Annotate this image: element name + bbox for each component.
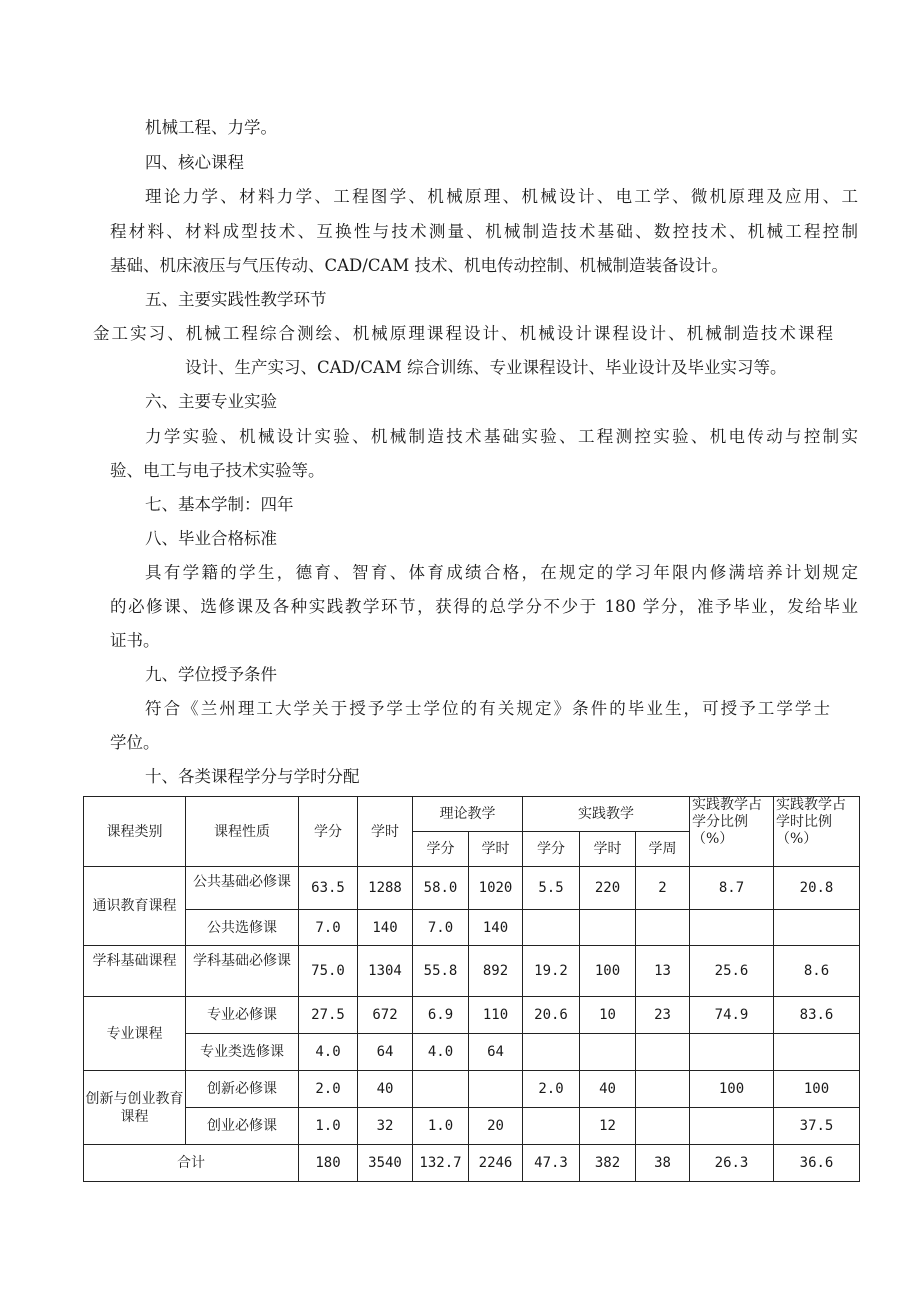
practice-line-1: 金工实习、机械工程综合测绘、机械原理课程设计、机械设计课程设计、机械制造技术课程 [93, 324, 833, 343]
cell-pct-credit: 8.7 [690, 867, 774, 910]
cell-pct-credit [690, 1108, 774, 1145]
cell-credits: 27.5 [299, 997, 358, 1034]
cell-theory-credits: 1.0 [413, 1108, 469, 1145]
table-row [84, 1071, 860, 1108]
section-heading-6: 六、主要专业实验 [145, 392, 277, 411]
cell-theory-hours: 892 [469, 946, 523, 997]
header-theory: 理论教学 [413, 797, 523, 832]
cell-credits: 7.0 [299, 910, 358, 946]
cell-pct-credit [690, 1034, 774, 1071]
group-major-courses: 专业课程 [84, 997, 186, 1071]
header-practice-hours: 学时 [580, 832, 636, 867]
graduation-line-1: 具有学籍的学生，德育、智育、体育成绩合格，在规定的学习年限内修满培养计划规定 [145, 563, 858, 582]
cell-nature: 公共基础必修课 [186, 867, 299, 910]
practice-line-2: 设计、生产实习、CAD/CAM 综合训练、专业课程设计、毕业设计及毕业实习等。 [185, 358, 787, 377]
total-pct-credit: 26.3 [690, 1145, 774, 1182]
group-general-education: 通识教育课程 [84, 867, 186, 946]
table-row [84, 997, 860, 1034]
header-credits: 学分 [299, 797, 358, 867]
cell-theory-credits: 6.9 [413, 997, 469, 1034]
text-line: 机械工程、力学。 [145, 118, 277, 137]
cell-pct-hours: 37.5 [774, 1108, 860, 1145]
cell-practice-credits: 19.2 [523, 946, 580, 997]
section-heading-4: 四、核心课程 [145, 153, 244, 172]
cell-pct-credit [690, 910, 774, 946]
header-theory-hours: 学时 [469, 832, 523, 867]
total-practice-weeks: 38 [636, 1145, 690, 1182]
table-row [84, 910, 860, 946]
cell-credits: 2.0 [299, 1071, 358, 1108]
core-courses-line-2: 程材料、材料成型技术、互换性与技术测量、机械制造技术基础、数控技术、机械工程控制 [110, 222, 858, 241]
core-courses-line-1: 理论力学、材料力学、工程图学、机械原理、机械设计、电工学、微机原理及应用、工 [145, 187, 858, 206]
cell-credits: 63.5 [299, 867, 358, 910]
cell-nature: 学科基础必修课 [186, 946, 299, 997]
cell-practice-weeks [636, 910, 690, 946]
cell-credits: 1.0 [299, 1108, 358, 1145]
header-row-1 [84, 797, 860, 832]
cell-theory-credits: 7.0 [413, 910, 469, 946]
header-pct-credit: 实践教学占学分比例（%） [690, 797, 774, 867]
header-practice-weeks: 学周 [636, 832, 690, 867]
degree-line-2: 学位。 [110, 733, 160, 752]
header-nature: 课程性质 [186, 797, 299, 867]
cell-pct-credit: 100 [690, 1071, 774, 1108]
cell-theory-hours: 64 [469, 1034, 523, 1071]
cell-practice-weeks [636, 1071, 690, 1108]
total-practice-credits: 47.3 [523, 1145, 580, 1182]
cell-hours: 64 [358, 1034, 413, 1071]
cell-practice-hours: 40 [580, 1071, 636, 1108]
cell-theory-hours: 140 [469, 910, 523, 946]
section-heading-7: 七、基本学制：四年 [145, 495, 294, 514]
cell-practice-credits [523, 1108, 580, 1145]
cell-credits: 75.0 [299, 946, 358, 997]
cell-pct-hours: 20.8 [774, 867, 860, 910]
header-category: 课程类别 [84, 797, 186, 867]
cell-practice-credits [523, 910, 580, 946]
experiments-line-1: 力学实验、机械设计实验、机械制造技术基础实验、工程测控实验、机电传动与控制实 [145, 427, 858, 446]
total-theory-credits: 132.7 [413, 1145, 469, 1182]
cell-practice-hours [580, 910, 636, 946]
cell-practice-weeks: 23 [636, 997, 690, 1034]
cell-nature: 专业类选修课 [186, 1034, 299, 1071]
cell-practice-weeks: 2 [636, 867, 690, 910]
cell-practice-hours: 100 [580, 946, 636, 997]
table-row [84, 946, 860, 997]
cell-hours: 1304 [358, 946, 413, 997]
cell-nature: 创新必修课 [186, 1071, 299, 1108]
cell-practice-weeks [636, 1108, 690, 1145]
total-label: 合计 [84, 1145, 299, 1182]
total-pct-hours: 36.6 [774, 1145, 860, 1182]
table-row [84, 867, 860, 910]
cell-nature: 专业必修课 [186, 997, 299, 1034]
cell-theory-hours: 20 [469, 1108, 523, 1145]
header-hours: 学时 [358, 797, 413, 867]
cell-practice-hours [580, 1034, 636, 1071]
graduation-line-2: 的必修课、选修课及各种实践教学环节，获得的总学分不少于 180 学分，准予毕业，发给毕业 [110, 597, 858, 616]
cell-theory-credits [413, 1071, 469, 1108]
header-practice: 实践教学 [523, 797, 690, 832]
cell-theory-hours [469, 1071, 523, 1108]
cell-credits: 4.0 [299, 1034, 358, 1071]
cell-practice-hours: 10 [580, 997, 636, 1034]
cell-practice-weeks: 13 [636, 946, 690, 997]
total-theory-hours: 2246 [469, 1145, 523, 1182]
cell-practice-credits: 20.6 [523, 997, 580, 1034]
cell-theory-credits: 55.8 [413, 946, 469, 997]
cell-hours: 1288 [358, 867, 413, 910]
total-hours: 3540 [358, 1145, 413, 1182]
cell-nature: 创业必修课 [186, 1108, 299, 1145]
cell-practice-hours: 220 [580, 867, 636, 910]
cell-hours: 140 [358, 910, 413, 946]
cell-hours: 32 [358, 1108, 413, 1145]
section-heading-9: 九、学位授予条件 [145, 665, 277, 684]
cell-pct-hours [774, 910, 860, 946]
cell-theory-hours: 110 [469, 997, 523, 1034]
header-theory-credits: 学分 [413, 832, 469, 867]
total-credits: 180 [299, 1145, 358, 1182]
header-practice-credits: 学分 [523, 832, 580, 867]
cell-pct-hours: 100 [774, 1071, 860, 1108]
section-heading-8: 八、毕业合格标准 [145, 529, 277, 548]
cell-practice-weeks [636, 1034, 690, 1071]
degree-line-1: 符合《兰州理工大学关于授予学士学位的有关规定》条件的毕业生，可授予工学学士 [145, 699, 830, 718]
experiments-line-2: 验、电工与电子技术实验等。 [110, 461, 325, 480]
cell-practice-credits: 2.0 [523, 1071, 580, 1108]
section-heading-10: 十、各类课程学分与学时分配 [145, 767, 360, 786]
cell-practice-hours: 12 [580, 1108, 636, 1145]
cell-pct-hours: 83.6 [774, 997, 860, 1034]
graduation-line-3: 证书。 [110, 631, 160, 650]
group-discipline-foundation: 学科基础课程 [84, 946, 186, 997]
cell-hours: 40 [358, 1071, 413, 1108]
total-practice-hours: 382 [580, 1145, 636, 1182]
cell-theory-hours: 1020 [469, 867, 523, 910]
cell-practice-credits: 5.5 [523, 867, 580, 910]
cell-pct-hours: 8.6 [774, 946, 860, 997]
credit-hours-table [83, 796, 860, 1182]
cell-nature: 公共选修课 [186, 910, 299, 946]
cell-practice-credits [523, 1034, 580, 1071]
cell-theory-credits: 4.0 [413, 1034, 469, 1071]
header-pct-hours: 实践教学占学时比例（%） [774, 797, 860, 867]
core-courses-line-3: 基础、机床液压与气压传动、CAD/CAM 技术、机电传动控制、机械制造装备设计。 [110, 256, 729, 275]
cell-pct-hours [774, 1034, 860, 1071]
table-row [84, 1034, 860, 1071]
section-heading-5: 五、主要实践性教学环节 [145, 290, 327, 309]
cell-theory-credits: 58.0 [413, 867, 469, 910]
table-row [84, 1108, 860, 1145]
group-innovation-entrepreneurship: 创新与创业教育课程 [84, 1071, 186, 1145]
cell-pct-credit: 74.9 [690, 997, 774, 1034]
total-row [84, 1145, 860, 1182]
cell-hours: 672 [358, 997, 413, 1034]
cell-pct-credit: 25.6 [690, 946, 774, 997]
